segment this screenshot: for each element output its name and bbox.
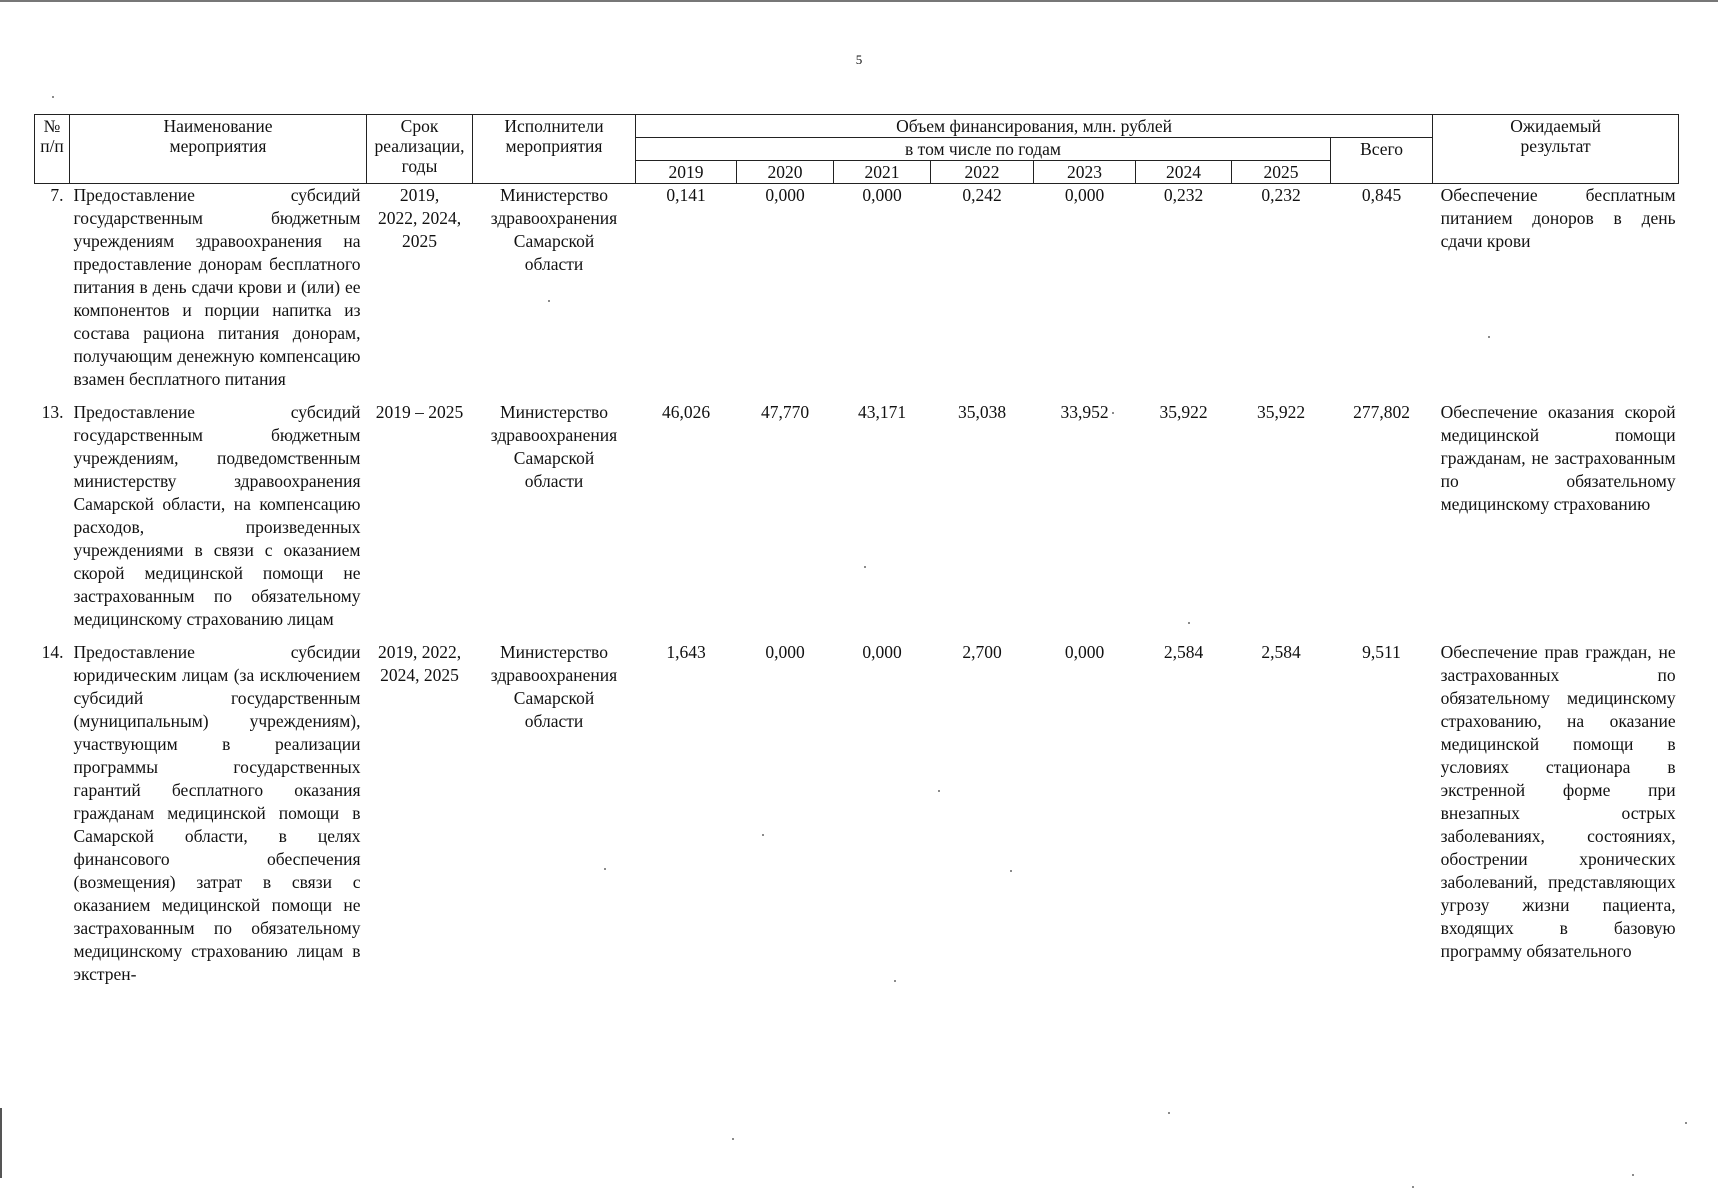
row-value-2021: 0,000 bbox=[862, 642, 902, 662]
row-executor: Министерство здравоохранения Самарской области bbox=[490, 642, 618, 731]
page-top-rule bbox=[0, 0, 1718, 2]
row-value-2024: 35,922 bbox=[1159, 402, 1208, 422]
scan-edge-mark bbox=[0, 1108, 2, 1178]
row-total: 0,845 bbox=[1361, 185, 1402, 205]
table-body bbox=[35, 184, 1679, 987]
scan-speck bbox=[732, 1138, 734, 1140]
scan-speck bbox=[1010, 870, 1012, 872]
header-year: 2024 bbox=[1136, 161, 1232, 184]
row-value-2020: 0,000 bbox=[765, 185, 805, 205]
row-value-2022: 0,242 bbox=[962, 185, 1002, 205]
row-value-2022: 35,038 bbox=[957, 402, 1007, 422]
row-value-2025: 2,584 bbox=[1261, 642, 1301, 662]
page-number: 5 bbox=[855, 52, 863, 67]
scan-speck bbox=[762, 834, 764, 836]
row-value-2024: 0,232 bbox=[1163, 185, 1204, 205]
header-year: 2025 bbox=[1232, 161, 1331, 184]
scan-speck bbox=[938, 790, 940, 792]
row-value-2020: 0,000 bbox=[765, 642, 805, 662]
scan-speck bbox=[604, 868, 606, 870]
funding-table bbox=[34, 114, 1679, 986]
header-funding: Объем финансирования, млн. рублей bbox=[636, 115, 1433, 138]
row-name: Предоставление субсидий государственным бюджетным учреждениям, подведомственным министерству здравоохранения Самарской области, на компенсацию расходов, произведенных учреждениями в связи с оказанием скорой медицинской помощи не застрахованным по обязательному медицинскому страхованию лицам bbox=[73, 402, 361, 629]
scan-speck bbox=[1632, 1174, 1634, 1176]
scan-speck bbox=[1685, 1122, 1687, 1124]
row-value-2019: 46,026 bbox=[661, 402, 711, 422]
scan-speck bbox=[548, 300, 550, 302]
row-value-2023: 0,000 bbox=[1064, 642, 1105, 662]
row-term: 2019, 2022, 2024, 2025 bbox=[377, 642, 462, 685]
header-term: Срок реализации, годы bbox=[367, 115, 473, 184]
row-total: 9,511 bbox=[1362, 642, 1401, 662]
table-header bbox=[35, 115, 1679, 184]
row-name: Предоставление субсидий государственным бюджетным учреждениям здравоохранения на предоставление донорам бесплатного питания в день сдачи крови и (или) ее компонентов и порции напитка из состава рациона питания донорам, получающим денежную компенсацию взамен бесплатного питания bbox=[73, 185, 361, 389]
header-by-year: в том числе по годам bbox=[636, 138, 1331, 161]
row-value-2021: 43,171 bbox=[857, 402, 907, 422]
row-executor: Министерство здравоохранения Самарской области bbox=[490, 402, 618, 491]
row-result: Обеспечение бесплатным питанием доноров в день сдачи крови bbox=[1440, 185, 1676, 251]
row-value-2021: 0,000 bbox=[862, 185, 902, 205]
header-year: 2019 bbox=[636, 161, 737, 184]
header-year: 2020 bbox=[737, 161, 834, 184]
row-value-2025: 0,232 bbox=[1261, 185, 1301, 205]
row-value-2024: 2,584 bbox=[1163, 642, 1204, 662]
row-value-2019: 0,141 bbox=[666, 185, 706, 205]
header-number: № п/п bbox=[35, 115, 70, 184]
row-number: 13. bbox=[41, 402, 64, 422]
row-value-2023: 33,952 bbox=[1060, 402, 1109, 422]
scan-speck bbox=[52, 96, 54, 98]
header-name: Наименование мероприятия bbox=[70, 115, 367, 184]
scan-speck bbox=[894, 980, 896, 982]
header-year: 2023 bbox=[1034, 161, 1136, 184]
row-number: 14. bbox=[41, 642, 64, 662]
scan-speck bbox=[1112, 412, 1114, 414]
row-term: 2019 – 2025 bbox=[375, 402, 464, 422]
row-total: 277,802 bbox=[1353, 402, 1410, 422]
row-value-2022: 2,700 bbox=[962, 642, 1002, 662]
table-row bbox=[35, 631, 1679, 986]
row-value-2019: 1,643 bbox=[666, 642, 706, 662]
row-result: Обеспечение оказания скорой медицинской помощи гражданам, не застрахованным по обязательному медицинскому страхованию bbox=[1440, 402, 1676, 514]
row-number: 7. bbox=[50, 185, 64, 205]
header-result: Ожидаемый результат bbox=[1433, 115, 1679, 184]
row-term: 2019, 2022, 2024, 2025 bbox=[377, 185, 462, 251]
row-name: Предоставление субсидии юридическим лицам (за исключением субсидий государственным (муниципальным) учреждениям), участвующим в реализации программы государственных гарантий бесплатного оказания гражданам медицинской помощи в Самарской области, в целях финансового обеспечения (возмещения) затрат в связи с оказанием медицинской помощи не застрахованным по обязательному медицинскому страхованию лицам в экстрен- bbox=[73, 642, 361, 984]
scan-speck bbox=[864, 566, 866, 568]
scan-speck bbox=[1412, 1186, 1414, 1188]
header-year: 2022 bbox=[931, 161, 1034, 184]
scan-speck bbox=[1488, 336, 1490, 338]
scan-speck bbox=[1188, 622, 1190, 624]
row-value-2025: 35,922 bbox=[1256, 402, 1306, 422]
scan-speck bbox=[1168, 1112, 1170, 1114]
header-executor: Исполнители мероприятия bbox=[473, 115, 636, 184]
table-row bbox=[35, 391, 1679, 631]
table-row bbox=[35, 184, 1679, 392]
row-executor: Министерство здравоохранения Самарской области bbox=[490, 185, 618, 274]
header-total: Всего bbox=[1331, 138, 1433, 184]
row-value-2023: 0,000 bbox=[1064, 185, 1105, 205]
row-value-2020: 47,770 bbox=[760, 402, 810, 422]
header-year: 2021 bbox=[834, 161, 931, 184]
row-result: Обеспечение прав граждан, не застрахованных по обязательному медицинскому страхованию, на оказание медицинской помощи в условиях стационара в экстренной форме при внезапных острых заболеваниях, состояниях, обострении хронических заболеваний, представляющих угрозу жизни пациента, входящих в базовую программу обязательного bbox=[1440, 642, 1676, 961]
